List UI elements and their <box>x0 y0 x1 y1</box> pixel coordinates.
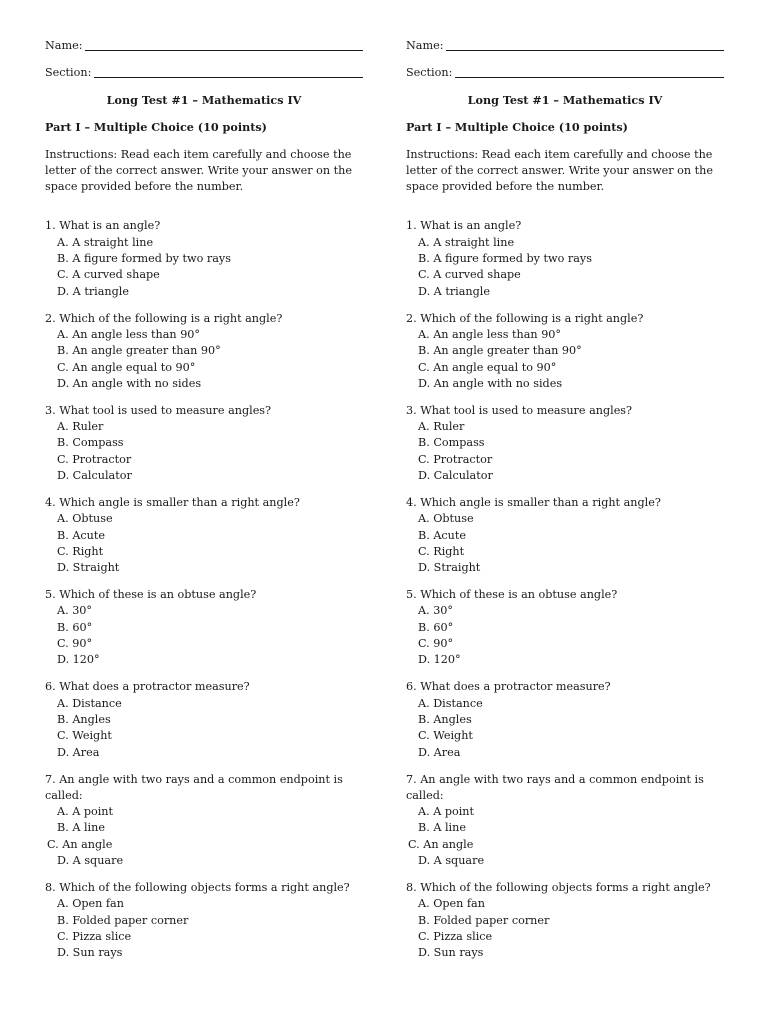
question-text: 4. Which angle is smaller than a right angle? <box>45 496 300 509</box>
option-a: A. Ruler <box>57 420 104 434</box>
test-title: Long Test #1 – Mathematics IV <box>106 93 302 107</box>
option-b: B. Compass <box>418 436 485 450</box>
option-b: B. Angles <box>418 712 472 726</box>
option-a: A. Obtuse <box>57 512 113 526</box>
question-8 <box>45 880 363 961</box>
question-text: 7. An angle with two rays and a common endpoint is called: <box>406 772 704 802</box>
option-c: C. Right <box>418 544 465 558</box>
question-text: 6. What does a protractor measure? <box>406 680 611 694</box>
question-1 <box>406 218 724 299</box>
option-c: C. A curved shape <box>418 268 521 282</box>
test-sheet-right <box>406 38 724 972</box>
option-a: A. Obtuse <box>418 512 474 526</box>
question-text: 8. Which of the following objects forms a right angle? <box>406 880 711 894</box>
question-7 <box>45 772 363 870</box>
option-c: C. Right <box>57 544 104 558</box>
option-c: C. 90° <box>57 637 93 651</box>
question-3 <box>406 403 724 484</box>
section-field <box>406 65 724 81</box>
question-text: 2. Which of the following is a right angle? <box>45 311 283 325</box>
test-title: Long Test #1 – Mathematics IV <box>467 93 663 107</box>
option-c: C. An angle equal to 90° <box>57 360 196 374</box>
option-d: D. Area <box>418 745 461 759</box>
name-field <box>406 38 724 54</box>
option-b: B. 60° <box>57 620 93 634</box>
test-sheet-left <box>45 38 363 972</box>
option-d: D. Area <box>57 745 100 759</box>
option-c: C. An angle <box>47 837 113 851</box>
option-a: A. A point <box>418 805 475 819</box>
option-a: A. A straight line <box>57 235 154 249</box>
option-d: D. Calculator <box>418 469 493 483</box>
option-a: A. A point <box>57 805 114 819</box>
option-d: D. A triangle <box>418 284 490 298</box>
option-a: A. A straight line <box>418 235 515 249</box>
option-d: D. Sun rays <box>57 946 123 960</box>
option-b: B. Angles <box>57 712 111 726</box>
section-blank-line <box>94 77 363 78</box>
section-blank-line <box>455 77 724 78</box>
section-field <box>45 65 363 81</box>
name-blank-line <box>85 50 363 51</box>
name-blank-line <box>446 50 724 51</box>
option-c: C. Weight <box>57 729 112 743</box>
option-c: C. Weight <box>418 729 473 743</box>
option-a: A. Ruler <box>418 420 465 434</box>
part-heading: Part I – Multiple Choice (10 points) <box>406 120 628 135</box>
question-2 <box>45 311 363 392</box>
question-text: 5. Which of these is an obtuse angle? <box>406 588 618 602</box>
option-b: B. Folded paper corner <box>418 913 550 927</box>
question-text: 6. What does a protractor measure? <box>45 680 250 694</box>
option-d: D. An angle with no sides <box>57 376 202 390</box>
option-c: C. Pizza slice <box>57 929 132 943</box>
option-a: A. 30° <box>57 604 93 618</box>
question-8 <box>406 880 724 961</box>
question-5 <box>45 587 363 668</box>
question-1 <box>45 218 363 299</box>
name-field <box>45 38 363 54</box>
option-b: B. Acute <box>418 528 467 542</box>
question-6 <box>45 679 363 760</box>
option-a: A. An angle less than 90° <box>418 327 562 341</box>
name-label: Name: <box>45 38 83 52</box>
question-3 <box>45 403 363 484</box>
option-d: D. 120° <box>57 653 100 667</box>
option-d: D. Sun rays <box>418 946 484 960</box>
option-c: C. Protractor <box>57 452 132 466</box>
instructions-text: Instructions: Read each item carefully and choose the letter of the correct answer. Write your answer on the space provided before the number. <box>45 147 352 194</box>
option-a: A. An angle less than 90° <box>57 327 201 341</box>
option-d: D. Calculator <box>57 469 132 483</box>
option-b: B. A line <box>57 821 105 835</box>
option-b: B. 60° <box>418 620 454 634</box>
option-d: D. A triangle <box>57 284 129 298</box>
option-d: D. 120° <box>418 653 461 667</box>
question-text: 1. What is an angle? <box>406 219 522 233</box>
option-c: C. An angle <box>408 837 474 851</box>
question-text: 1. What is an angle? <box>45 219 161 233</box>
question-text: 4. Which angle is smaller than a right angle? <box>406 496 661 509</box>
option-b: B. An angle greater than 90° <box>57 344 221 358</box>
question-6 <box>406 679 724 760</box>
question-text: 3. What tool is used to measure angles? <box>406 403 633 417</box>
section-label: Section: <box>406 65 453 79</box>
instructions-text: Instructions: Read each item carefully and choose the letter of the correct answer. Write your answer on the space provided before the number. <box>406 147 713 194</box>
option-d: D. A square <box>418 854 485 867</box>
question-text: 3. What tool is used to measure angles? <box>45 403 272 417</box>
option-b: B. A figure formed by two rays <box>57 252 231 266</box>
option-c: C. Protractor <box>418 452 493 466</box>
question-4 <box>406 495 724 576</box>
option-b: B. Acute <box>57 528 106 542</box>
option-b: B. Folded paper corner <box>57 913 189 927</box>
part-heading: Part I – Multiple Choice (10 points) <box>45 120 267 135</box>
option-d: D. A square <box>57 854 124 867</box>
question-text: 7. An angle with two rays and a common endpoint is called: <box>45 772 343 802</box>
question-2 <box>406 311 724 392</box>
option-a: A. 30° <box>418 604 454 618</box>
option-b: B. A figure formed by two rays <box>418 252 592 266</box>
option-a: A. Distance <box>418 696 483 710</box>
option-d: D. An angle with no sides <box>418 376 563 390</box>
option-b: B. A line <box>418 821 466 835</box>
question-text: 5. Which of these is an obtuse angle? <box>45 588 257 602</box>
option-b: B. An angle greater than 90° <box>418 344 582 358</box>
question-4 <box>45 495 363 576</box>
question-text: 2. Which of the following is a right angle? <box>406 311 644 325</box>
option-d: D. Straight <box>57 561 120 575</box>
option-c: C. An angle equal to 90° <box>418 360 557 374</box>
option-b: B. Compass <box>57 436 124 450</box>
option-a: A. Open fan <box>418 897 485 911</box>
section-label: Section: <box>45 65 92 79</box>
option-a: A. Open fan <box>57 897 124 911</box>
question-7 <box>406 772 724 870</box>
question-5 <box>406 587 724 668</box>
option-a: A. Distance <box>57 696 122 710</box>
option-c: C. 90° <box>418 637 454 651</box>
name-label: Name: <box>406 38 444 52</box>
question-text: 8. Which of the following objects forms a right angle? <box>45 880 350 894</box>
option-d: D. Straight <box>418 561 481 575</box>
option-c: C. Pizza slice <box>418 929 493 943</box>
option-c: C. A curved shape <box>57 268 160 282</box>
